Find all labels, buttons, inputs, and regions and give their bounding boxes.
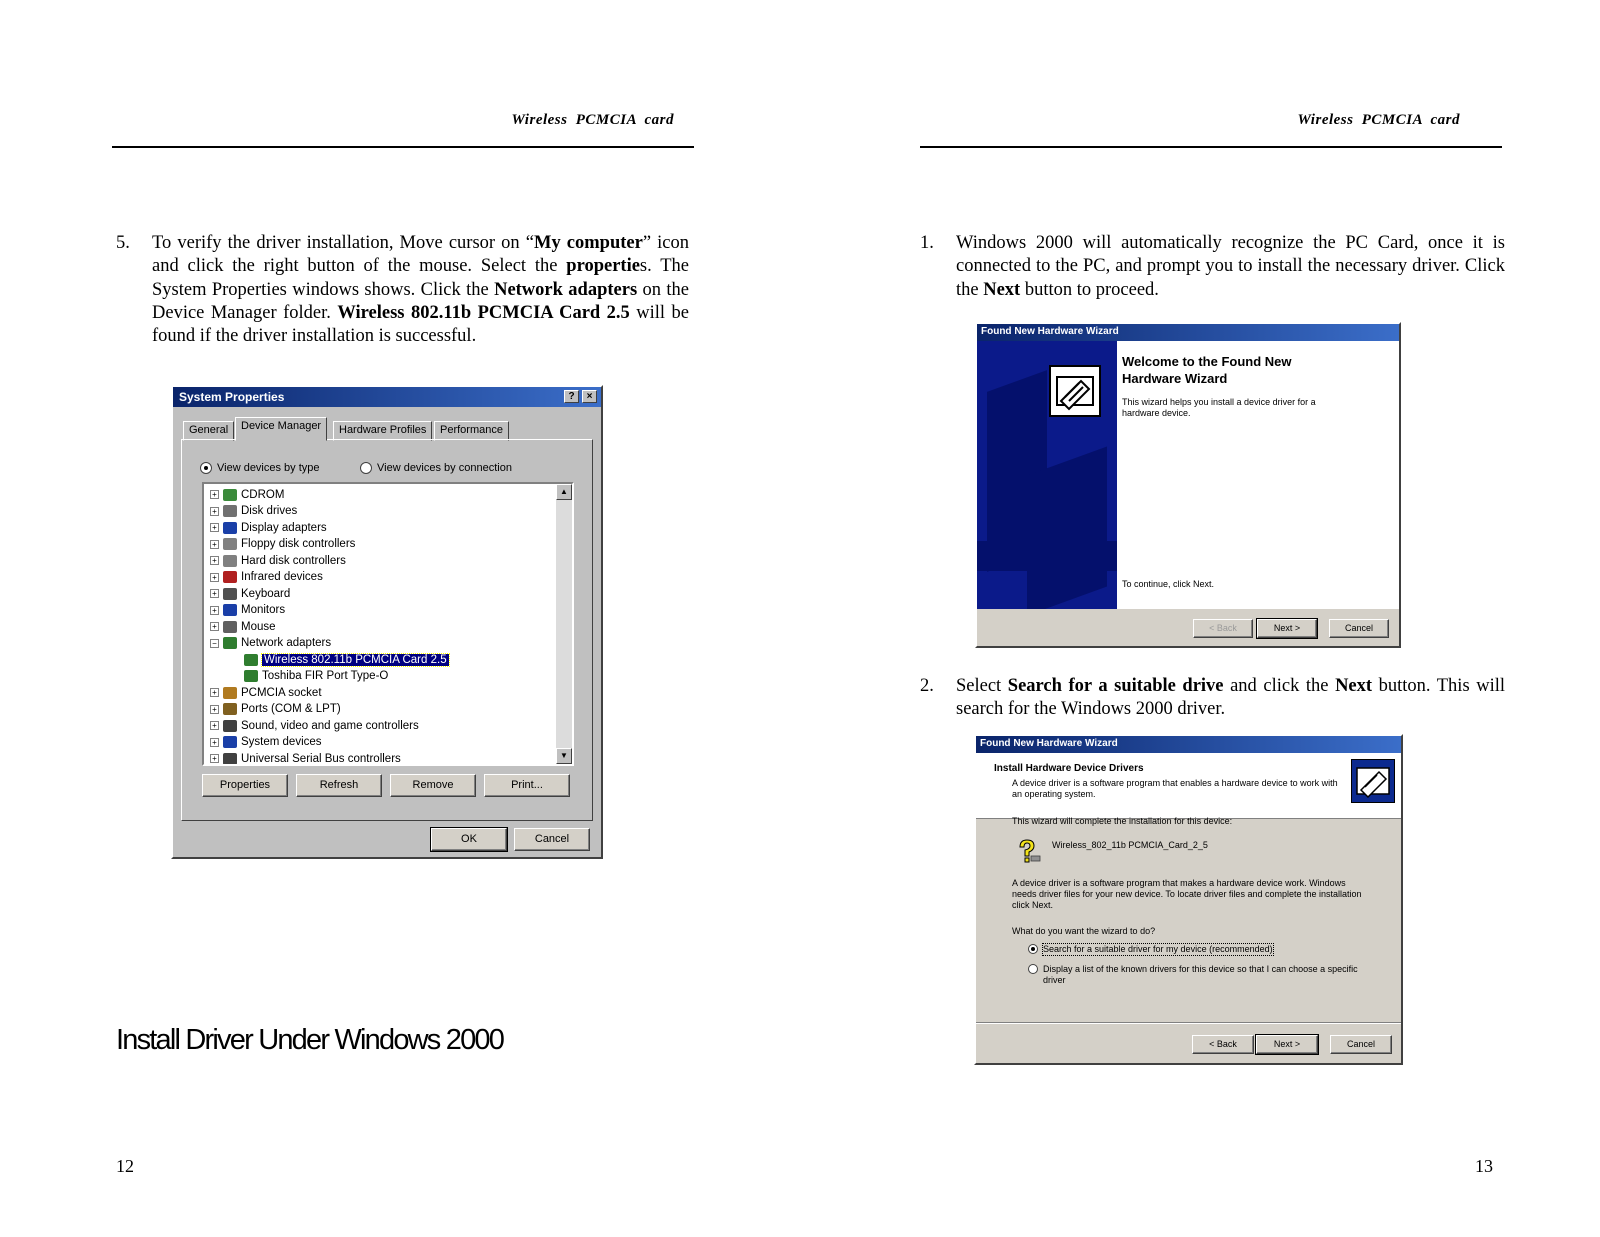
radio-label: Search for a suitable driver for my device (recommended) <box>1043 944 1273 954</box>
device-icon <box>223 489 237 501</box>
tree-item[interactable] <box>210 635 331 652</box>
wizard-content <box>1117 341 1399 609</box>
dialog-titlebar <box>976 736 1401 753</box>
expand-icon[interactable]: + <box>210 556 219 565</box>
device-label: Display adapters <box>241 521 327 534</box>
running-head: Wireless PCMCIA card <box>1297 112 1460 128</box>
device-icon <box>223 604 237 616</box>
expand-icon[interactable]: + <box>210 738 219 747</box>
device-icon <box>223 538 237 550</box>
radio-label: View devices by type <box>217 462 320 474</box>
expand-icon[interactable]: + <box>210 490 219 499</box>
step-text <box>956 675 1505 722</box>
radio-label: Display a list of the known drivers for this device so that I can choose a specific driver <box>1043 964 1358 985</box>
install-intro: This wizard will complete the installation for this device: <box>1012 816 1233 826</box>
device-icon <box>223 753 237 765</box>
device-icon <box>223 621 237 633</box>
emphasis-text: My computer <box>533 233 643 253</box>
cancel-button[interactable]: Cancel <box>1330 1035 1392 1054</box>
wizard-description: This wizard helps you install a device driver for a hardware device. <box>1122 397 1316 418</box>
wizard-heading: Welcome to the Found New Hardware Wizard <box>1122 354 1292 386</box>
tab-general[interactable]: General <box>183 421 234 441</box>
tree-item[interactable] <box>210 569 323 586</box>
collapse-icon[interactable]: − <box>210 639 219 648</box>
welcome-wizard-dialog <box>975 322 1401 648</box>
scroll-down-icon[interactable]: ▼ <box>556 748 572 764</box>
question-device-icon <box>1014 838 1042 866</box>
expand-icon[interactable]: + <box>210 688 219 697</box>
expand-icon[interactable]: + <box>210 721 219 730</box>
device-icon <box>223 637 237 649</box>
body-text: on the Device Manager folder. <box>152 279 689 323</box>
section-heading: Install Driver Under Windows 2000 <box>116 1024 504 1056</box>
tab-device-manager[interactable]: Device Manager <box>235 417 327 441</box>
emphasis-text: Network adapters <box>494 279 638 300</box>
body-text: and click the <box>1223 676 1336 696</box>
radio-unselected-icon[interactable] <box>360 462 372 474</box>
device-icon <box>223 571 237 583</box>
search-driver-option[interactable] <box>1028 944 1273 955</box>
emphasis-text: Next <box>1335 676 1373 696</box>
expand-icon[interactable]: + <box>210 540 219 549</box>
display-list-option[interactable] <box>1028 964 1368 986</box>
back-button[interactable]: < Back <box>1193 619 1253 638</box>
device-label: Sound, video and game controllers <box>241 719 419 732</box>
dialog-title: Found New Hardware Wizard <box>981 326 1119 337</box>
running-head: Wireless PCMCIA card <box>511 112 674 128</box>
device-label: PCMCIA socket <box>241 686 322 699</box>
dialog-title: System Properties <box>179 390 285 404</box>
expand-icon[interactable]: + <box>210 754 219 763</box>
device-icon <box>223 505 237 517</box>
header-rule <box>920 146 1502 148</box>
dialog-title: Found New Hardware Wizard <box>980 738 1118 749</box>
tree-item[interactable] <box>210 602 285 619</box>
ok-button[interactable]: OK <box>431 828 507 851</box>
tree-item[interactable] <box>210 536 355 553</box>
expand-icon[interactable]: + <box>210 705 219 714</box>
device-icon <box>244 654 258 666</box>
device-manager-panel <box>181 439 593 821</box>
body-text: ” icon and click the right button of the mouse. Select the <box>152 233 690 277</box>
device-label: CDROM <box>241 488 285 501</box>
device-label: Keyboard <box>241 587 291 600</box>
dialog-titlebar <box>173 387 601 407</box>
step-text <box>152 232 689 348</box>
tree-item[interactable] <box>244 651 449 668</box>
tree-item[interactable] <box>210 486 284 503</box>
tree-item[interactable] <box>210 717 419 734</box>
device-label: Monitors <box>241 604 286 616</box>
driver-explanation: A device driver is a software program that makes a hardware device work. Windows needs driver files for your new device. To locate driver files and complete the installation click Next. <box>1012 878 1362 910</box>
expand-icon[interactable]: + <box>210 606 219 615</box>
step-number: 5. <box>116 233 130 253</box>
step-number: 2. <box>920 676 934 696</box>
tree-item[interactable] <box>210 519 327 536</box>
install-drivers-wizard-dialog <box>974 734 1403 1065</box>
tree-item[interactable] <box>210 618 276 635</box>
expand-icon[interactable]: + <box>210 622 219 631</box>
step-number: 1. <box>920 233 934 253</box>
device-name: Wireless_802_11b PCMCIA_Card_2_5 <box>1052 840 1208 850</box>
body-text: will be found if the driver installation is successful. <box>152 302 689 347</box>
device-label: Disk drives <box>241 505 298 517</box>
body-text: To verify the driver installation, Move cursor on “ <box>152 233 534 253</box>
tree-item[interactable] <box>210 503 297 520</box>
device-label: System devices <box>241 736 322 748</box>
tab-performance[interactable]: Performance <box>434 421 509 441</box>
emphasis-text: propertie <box>566 256 640 277</box>
view-by-type-option[interactable] <box>200 462 320 474</box>
wizard-continue-hint: To continue, click Next. <box>1122 579 1215 589</box>
radio-unselected-icon[interactable] <box>1028 964 1038 974</box>
hardware-wizard-icon <box>1049 365 1101 417</box>
emphasis-text: Wireless 802.11b PCMCIA Card 2.5 <box>337 302 630 323</box>
device-label: Mouse <box>241 620 276 633</box>
tree-item[interactable] <box>210 585 290 602</box>
expand-icon[interactable]: + <box>210 573 219 582</box>
expand-icon[interactable]: + <box>210 589 219 598</box>
device-icon <box>223 736 237 748</box>
device-label: Infrared devices <box>241 571 323 583</box>
body-text: button. This will search for the Windows 2000 driver. <box>956 676 1505 720</box>
device-label: Universal Serial Bus controllers <box>241 752 401 765</box>
device-label: Hard disk controllers <box>241 554 346 567</box>
cancel-button[interactable]: Cancel <box>514 828 590 851</box>
page-number: 13 <box>1475 1156 1493 1176</box>
print-button[interactable]: Print... <box>484 774 570 797</box>
device-label: Floppy disk controllers <box>241 538 356 550</box>
step-text <box>956 232 1505 302</box>
tree-item[interactable] <box>244 668 388 685</box>
body-text: button to proceed. <box>1020 279 1159 300</box>
divider <box>976 1022 1401 1024</box>
close-icon[interactable]: × <box>582 390 597 403</box>
body-text: Windows 2000 will automatically recognize the PC Card, once it is connected to the PC, and prompt you to install the necessary driver. Click the <box>956 233 1505 300</box>
radio-selected-icon[interactable] <box>200 462 212 474</box>
device-label: Wireless 802.11b PCMCIA Card 2.5 <box>264 653 447 666</box>
tree-item[interactable] <box>210 701 341 718</box>
dialog-titlebar <box>977 324 1399 341</box>
expand-icon[interactable]: + <box>210 523 219 532</box>
page-number: 12 <box>116 1156 134 1176</box>
device-tree[interactable] <box>202 482 574 766</box>
device-icon <box>223 703 237 715</box>
emphasis-text: Search for a suitable drive <box>1007 676 1224 696</box>
emphasis-text: Next <box>983 279 1021 300</box>
tree-item[interactable] <box>210 552 346 569</box>
tab-hardware-profiles[interactable]: Hardware Profiles <box>333 421 432 441</box>
cancel-button[interactable]: Cancel <box>1329 619 1389 638</box>
wizard-question: What do you want the wizard to do? <box>1012 926 1156 936</box>
remove-button[interactable]: Remove <box>390 774 476 797</box>
hardware-wizard-icon <box>1351 759 1395 803</box>
header-rule <box>112 146 694 148</box>
device-icon <box>223 720 237 732</box>
device-label: Ports (COM & LPT) <box>241 703 341 715</box>
radio-label: View devices by connection <box>377 462 512 474</box>
wizard-header-title: Install Hardware Device Drivers <box>994 763 1144 774</box>
next-button[interactable]: Next > <box>1256 1035 1318 1054</box>
device-icon <box>223 687 237 699</box>
scroll-up-icon[interactable]: ▲ <box>556 484 572 500</box>
device-icon <box>223 588 237 600</box>
device-icon <box>223 522 237 534</box>
device-icon <box>244 670 258 682</box>
device-icon <box>223 555 237 567</box>
back-button[interactable]: < Back <box>1192 1035 1254 1054</box>
vertical-scrollbar[interactable] <box>556 484 572 764</box>
wizard-header-subtitle: A device driver is a software program that enables a hardware device to work with an operating system. <box>1012 778 1338 799</box>
view-by-connection-option[interactable] <box>360 462 512 474</box>
wizard-side-banner <box>977 341 1117 609</box>
body-text: s. The System Properties windows shows. Click the <box>152 256 689 300</box>
expand-icon[interactable]: + <box>210 507 219 516</box>
radio-selected-icon[interactable] <box>1028 944 1038 954</box>
tree-item[interactable] <box>210 684 322 701</box>
properties-button[interactable]: Properties <box>202 774 288 797</box>
device-label: Network adapters <box>241 637 332 649</box>
help-icon[interactable]: ? <box>564 390 579 403</box>
refresh-button[interactable]: Refresh <box>296 774 382 797</box>
device-label: Toshiba FIR Port Type-O <box>262 670 389 682</box>
tree-item[interactable] <box>210 734 322 751</box>
next-button[interactable]: Next > <box>1257 619 1317 638</box>
tree-item[interactable] <box>210 750 401 766</box>
body-text: Select <box>956 676 1008 696</box>
system-properties-dialog <box>171 385 603 859</box>
wizard-header <box>976 753 1401 819</box>
